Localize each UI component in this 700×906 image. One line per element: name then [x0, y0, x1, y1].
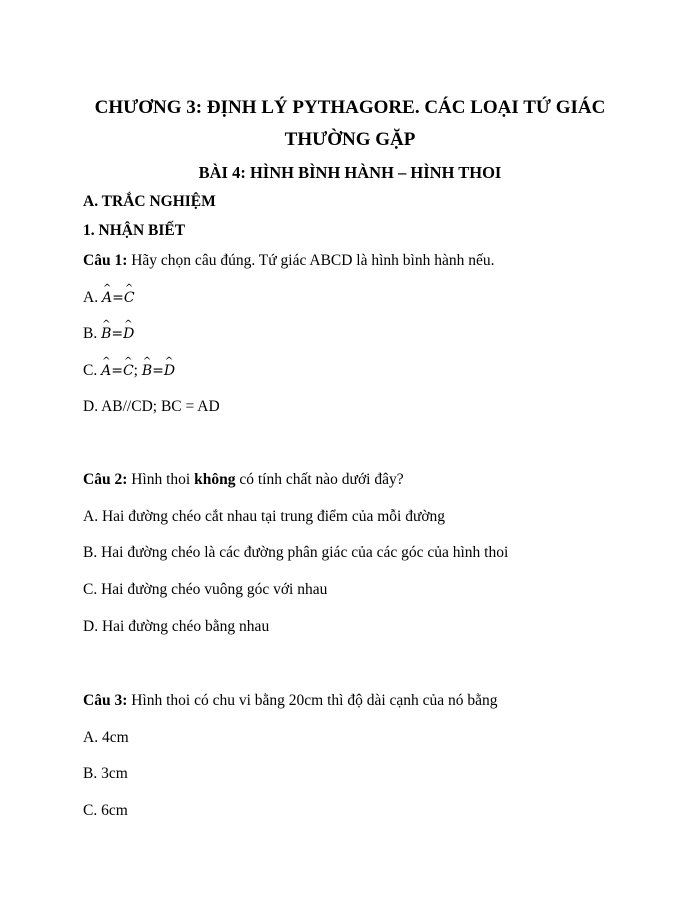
option-prefix: B.: [83, 325, 102, 342]
question-3-option-b: B. 3cm: [83, 765, 128, 782]
equals-sign: =: [111, 363, 123, 379]
angle-c: C ^: [123, 361, 134, 381]
question-1-text: Hãy chọn câu đúng. Tứ giác ABCD là hình bình hành nếu.: [127, 252, 495, 269]
section-title: A. TRẮC NGHIỆM: [83, 193, 216, 210]
question-2: [83, 470, 404, 490]
question-3-option-c: C. 6cm: [83, 802, 128, 819]
question-2-text: có tính chất nào dưới đây?: [235, 471, 404, 488]
question-1: [83, 251, 495, 271]
question-3: [83, 691, 498, 711]
question-1-option-c: [83, 361, 175, 381]
angle-b: B ^: [101, 324, 111, 344]
question-2-emphasis: không: [194, 471, 236, 488]
question-2-text: Hình thoi: [127, 471, 195, 488]
chapter-title-line2: THƯỜNG GẶP: [284, 129, 416, 150]
equals-sign: =: [112, 290, 124, 306]
question-1-option-d: D. AB//CD; BC = AD: [83, 398, 220, 415]
angle-expression: [101, 363, 134, 379]
angle-expression: [142, 363, 175, 379]
question-1-option-b: [83, 324, 134, 344]
question-2-option-c: C. Hai đường chéo vuông góc với nhau: [83, 581, 328, 598]
equals-sign: =: [152, 363, 164, 379]
angle-expression: [102, 290, 135, 306]
angle-a: A ^: [102, 288, 112, 308]
angle-expression: [101, 326, 134, 342]
angle-b: B ^: [142, 361, 152, 381]
question-3-label: Câu 3:: [83, 692, 128, 709]
separator: ;: [133, 362, 142, 379]
chapter-title-line1: CHƯƠNG 3: ĐỊNH LÝ PYTHAGORE. CÁC LOẠI TỨ GIÁC: [94, 97, 606, 118]
question-2-label: Câu 2:: [83, 471, 128, 488]
question-2-option-b: B. Hai đường chéo là các đường phân giác của các góc của hình thoi: [83, 544, 509, 561]
angle-d: D ^: [164, 361, 175, 381]
option-prefix: A.: [83, 289, 102, 306]
question-2-option-a: A. Hai đường chéo cắt nhau tại trung điểm của mỗi đường: [83, 508, 446, 525]
angle-d: D ^: [123, 324, 134, 344]
question-2-option-d: D. Hai đường chéo bằng nhau: [83, 618, 270, 635]
question-1-label: Câu 1:: [83, 252, 128, 269]
subsection-title: 1. NHẬN BIẾT: [83, 222, 186, 239]
lesson-title: BÀI 4: HÌNH BÌNH HÀNH – HÌNH THOI: [198, 163, 502, 182]
angle-a: A ^: [101, 361, 111, 381]
question-1-option-a: [83, 288, 135, 308]
option-prefix: C.: [83, 362, 102, 379]
question-3-option-a: A. 4cm: [83, 729, 129, 746]
equals-sign: =: [111, 326, 124, 342]
angle-c: C ^: [124, 288, 135, 308]
question-3-text: Hình thoi có chu vi bằng 20cm thì độ dài cạnh của nó bằng: [127, 692, 498, 709]
